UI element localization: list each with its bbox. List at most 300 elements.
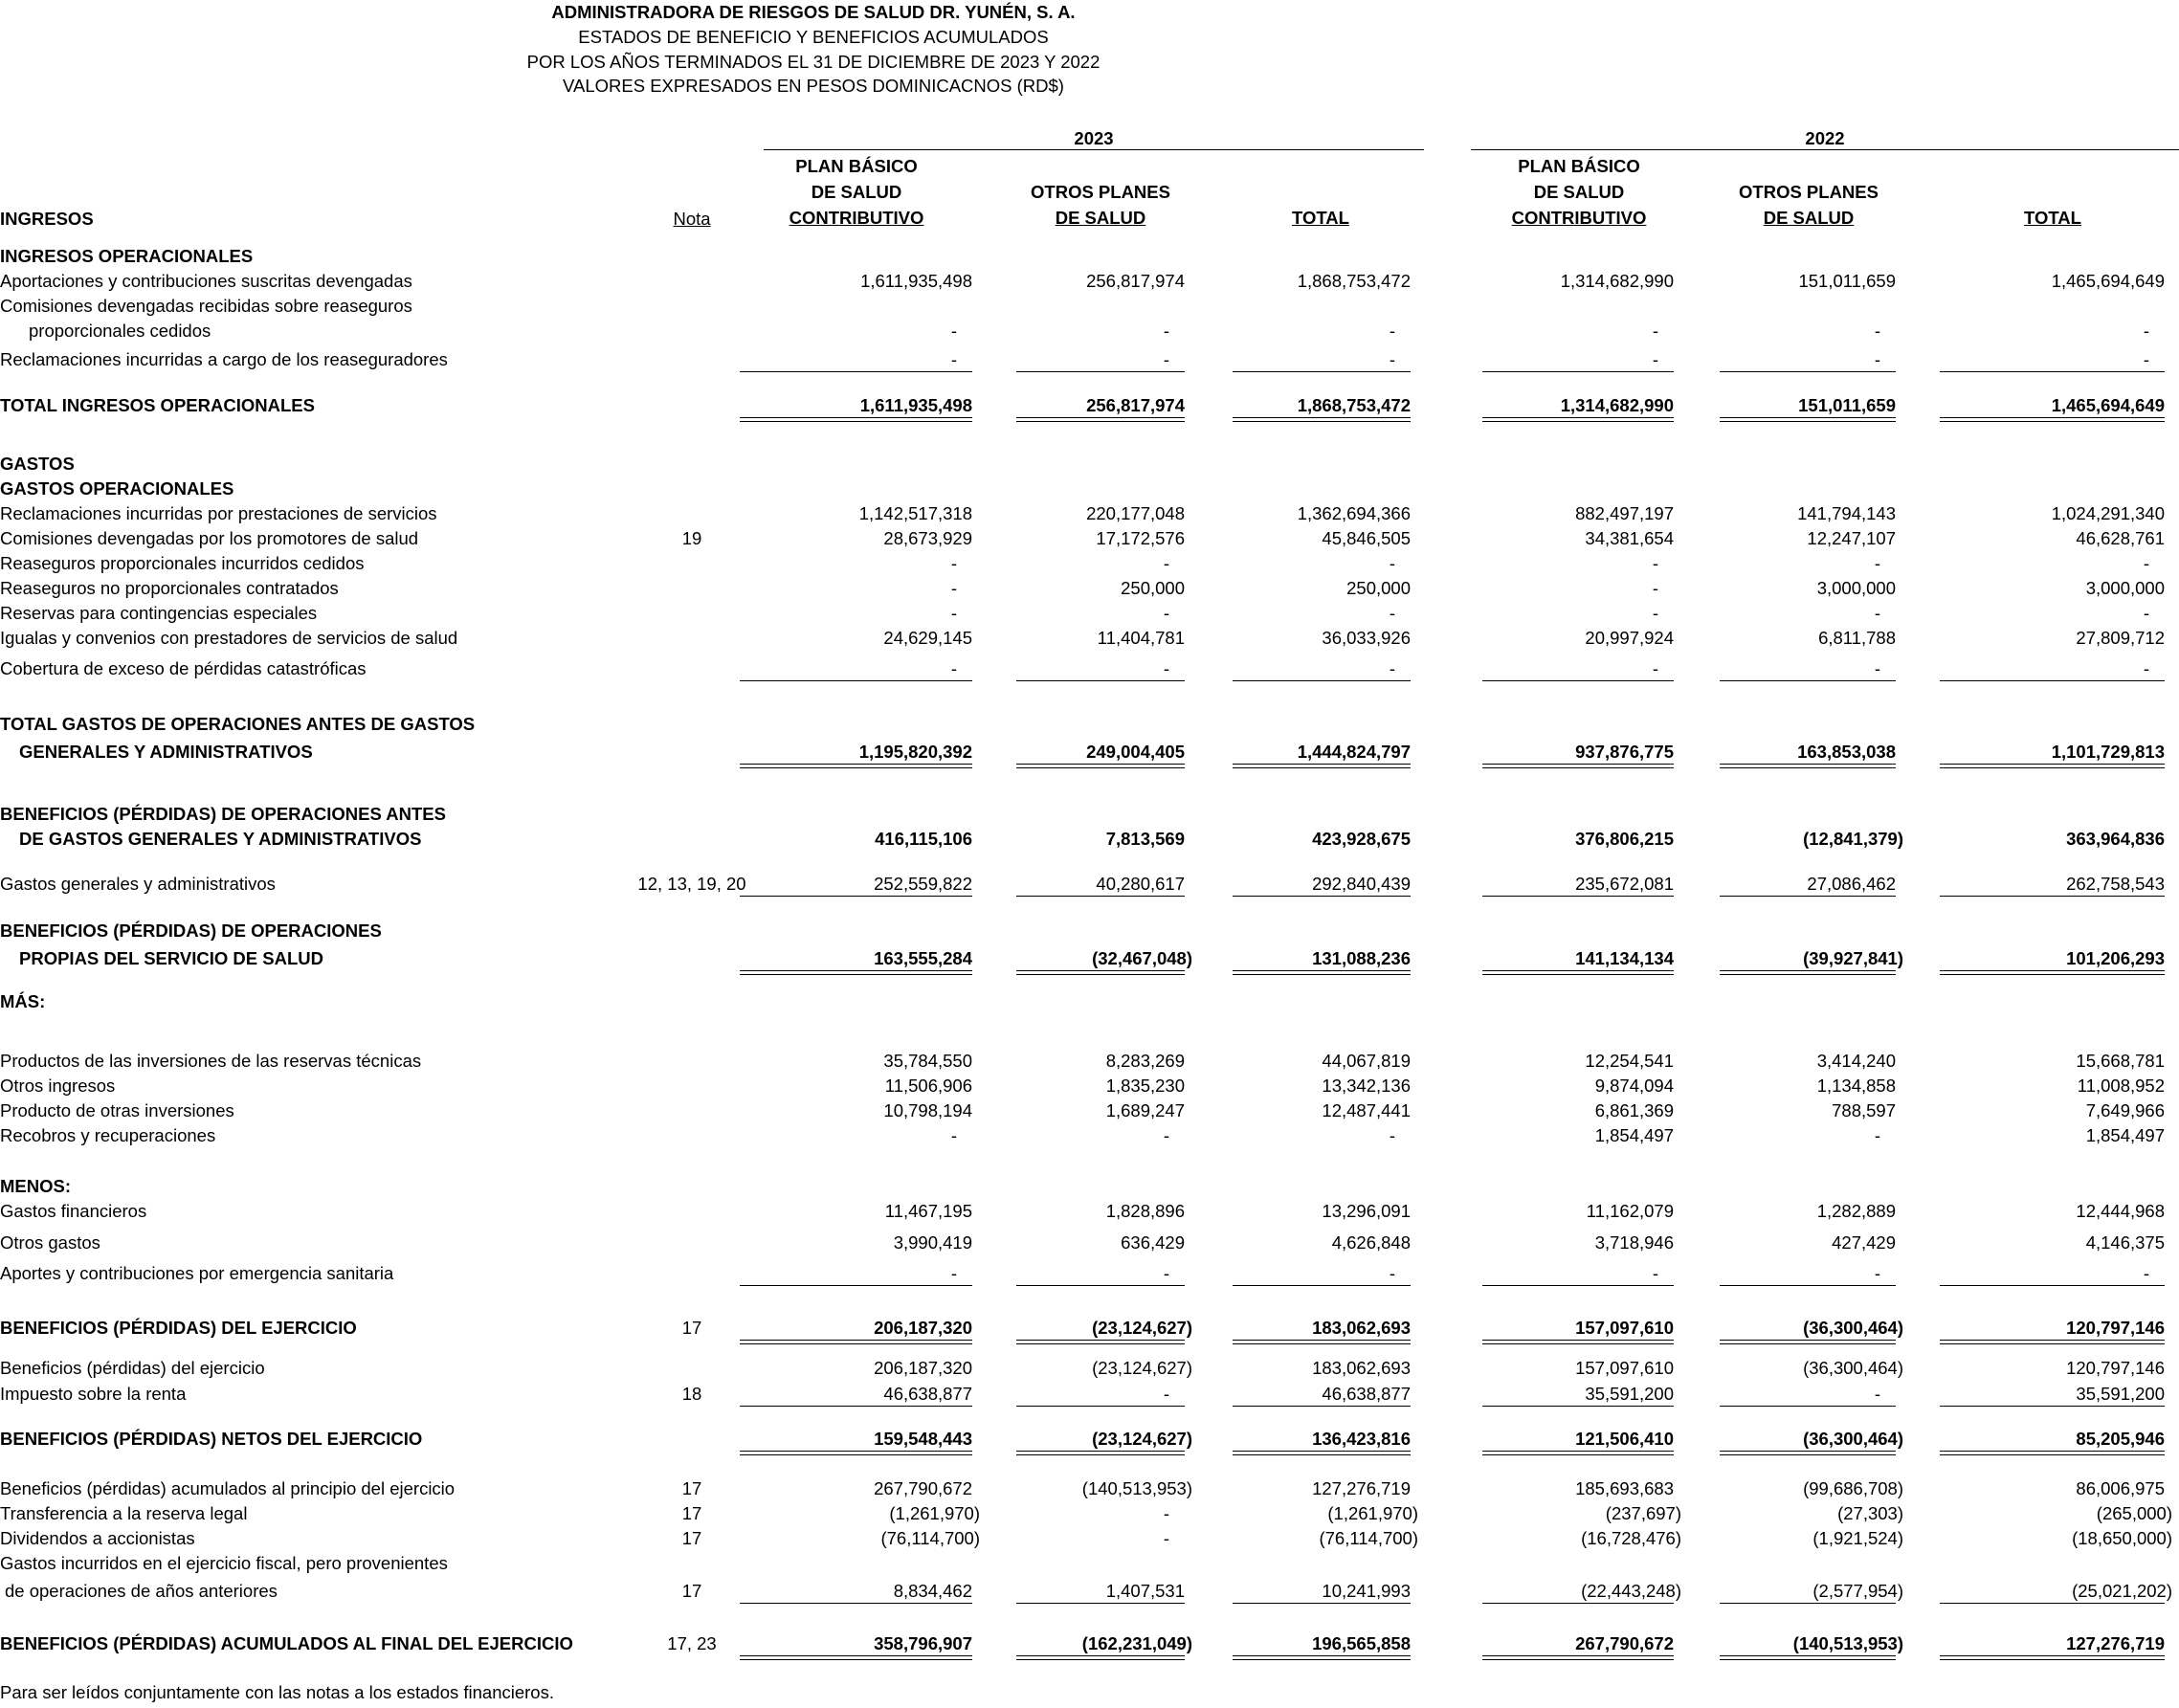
- row-value: (162,231,049): [1081, 1633, 1192, 1653]
- row-label: BENEFICIOS (PÉRDIDAS) NETOS DEL EJERCICIO: [0, 1429, 423, 1449]
- row-value: 12,487,441: [1322, 1100, 1411, 1120]
- row-value: -: [1163, 1384, 1169, 1404]
- row-value: 11,404,781: [1097, 628, 1185, 648]
- double-underline: [1940, 1655, 2165, 1660]
- row-value: 13,296,091: [1322, 1201, 1411, 1221]
- row-value: (23,124,627): [1092, 1429, 1192, 1449]
- double-underline: [1940, 417, 2165, 422]
- row-value: 220,177,048: [1086, 503, 1185, 523]
- row-value: 46,638,877: [1322, 1384, 1411, 1404]
- row-label: Reaseguros no proporcionales contratados: [0, 578, 339, 598]
- row-value: 20,997,924: [1585, 628, 1674, 648]
- single-underline: [740, 896, 972, 897]
- single-underline: [1940, 896, 2165, 897]
- row-value: -: [950, 603, 957, 623]
- row-value: 1,134,858: [1816, 1076, 1896, 1096]
- ingresos-heading: INGRESOS: [0, 209, 94, 229]
- row-value: 249,004,405: [1086, 742, 1185, 762]
- row-nota: 17: [681, 1503, 702, 1523]
- statement-period: POR LOS AÑOS TERMINADOS EL 31 DE DICIEMBRE DE 2023 Y 2022: [526, 52, 1101, 72]
- row-value: 7,649,966: [2085, 1100, 2165, 1120]
- row-value: 262,758,543: [2066, 874, 2165, 894]
- row-value: (36,300,464): [1803, 1318, 1903, 1338]
- row-value: -: [1389, 658, 1395, 678]
- row-value: 358,796,907: [874, 1633, 972, 1653]
- row-value: 183,062,693: [1312, 1358, 1411, 1378]
- row-value: 1,868,753,472: [1297, 395, 1411, 415]
- double-underline: [1233, 1655, 1411, 1660]
- double-underline: [1233, 1451, 1411, 1455]
- otros-planes-2022-heading: OTROS PLANES DE SALUD: [1739, 182, 1879, 228]
- row-value: 8,283,269: [1105, 1051, 1185, 1071]
- row-value: -: [1389, 1125, 1395, 1145]
- row-value: (1,921,524): [1812, 1528, 1903, 1548]
- total-2022-heading: TOTAL: [2024, 208, 2081, 228]
- row-label: Gastos financieros: [0, 1201, 147, 1221]
- row-value: -: [1389, 553, 1395, 573]
- row-value: 1,142,517,318: [858, 503, 972, 523]
- row-label: Aportes y contribuciones por emergencia sanitaria: [0, 1263, 394, 1283]
- row-value: 1,444,824,797: [1297, 742, 1411, 762]
- row-value: 788,597: [1832, 1100, 1896, 1120]
- row-nota: 17: [681, 1581, 702, 1601]
- row-value: 267,790,672: [1575, 1633, 1674, 1653]
- row-value: 1,024,291,340: [2051, 503, 2165, 523]
- row-value: 1,101,729,813: [2051, 742, 2165, 762]
- double-underline: [1720, 1451, 1896, 1455]
- year-2023-header: 2023: [1074, 128, 1114, 148]
- row-value: -: [950, 349, 957, 369]
- row-label: Recobros y recuperaciones: [0, 1125, 216, 1145]
- row-value: 131,088,236: [1312, 948, 1411, 968]
- row-value: -: [1652, 578, 1658, 598]
- row-label: Reservas para contingencias especiales: [0, 603, 318, 623]
- double-underline: [1720, 417, 1896, 422]
- row-value: (2,577,954): [1812, 1581, 1903, 1601]
- row-label: TOTAL INGRESOS OPERACIONALES: [0, 395, 315, 415]
- row-nota: 18: [681, 1384, 702, 1404]
- row-value: -: [1874, 1263, 1880, 1283]
- row-value: (76,114,700): [880, 1528, 980, 1548]
- row-value: -: [1652, 1263, 1658, 1283]
- row-value: 882,497,197: [1575, 503, 1674, 523]
- plan-basico-2022-heading: PLAN BÁSICO DE SALUD CONTRIBUTIVO: [1511, 156, 1647, 228]
- row-value: 267,790,672: [874, 1478, 972, 1498]
- year-2023-rule: [764, 149, 1424, 150]
- row-nota: 12, 13, 19, 20: [637, 874, 746, 894]
- row-value: 8,834,462: [893, 1581, 972, 1601]
- row-value: (140,513,953): [1792, 1633, 1903, 1653]
- row-value: 235,672,081: [1575, 874, 1674, 894]
- row-value: 12,444,968: [2076, 1201, 2165, 1221]
- row-label: Productos de las inversiones de las reservas técnicas: [0, 1051, 422, 1071]
- row-value: 1,465,694,649: [2051, 271, 2165, 291]
- row-value: 183,062,693: [1312, 1318, 1411, 1338]
- row-value: -: [1874, 553, 1880, 573]
- row-value: 1,314,682,990: [1560, 271, 1674, 291]
- row-value: 1,362,694,366: [1297, 503, 1411, 523]
- row-value: -: [2143, 658, 2149, 678]
- row-value: -: [1652, 603, 1658, 623]
- row-value: -: [1874, 1125, 1880, 1145]
- row-label: Beneficios (pérdidas) del ejercicio: [0, 1358, 265, 1378]
- row-label: Gastos generales y administrativos: [0, 874, 276, 894]
- row-value: 3,000,000: [1816, 578, 1896, 598]
- row-value: 1,314,682,990: [1560, 395, 1674, 415]
- double-underline: [740, 1655, 972, 1660]
- row-label: Transferencia a la reserva legal: [0, 1503, 248, 1523]
- row-value: (36,300,464): [1803, 1429, 1903, 1449]
- double-underline: [1016, 970, 1185, 975]
- row-value: (36,300,464): [1803, 1358, 1903, 1378]
- row-value: 185,693,683: [1575, 1478, 1674, 1498]
- row-value: 1,195,820,392: [858, 742, 972, 762]
- row-value: 1,282,889: [1816, 1201, 1896, 1221]
- row-value: 159,548,443: [874, 1429, 972, 1449]
- double-underline: [1940, 970, 2165, 975]
- row-value: (1,261,970): [889, 1503, 980, 1523]
- double-underline: [1016, 1655, 1185, 1660]
- row-value: 292,840,439: [1312, 874, 1411, 894]
- row-value: (1,261,970): [1327, 1503, 1418, 1523]
- row-value: (25,021,202): [2072, 1581, 2172, 1601]
- row-value: 4,626,848: [1331, 1232, 1411, 1253]
- single-underline: [1233, 1285, 1411, 1286]
- row-nota: 17, 23: [667, 1633, 717, 1653]
- row-value: -: [1389, 603, 1395, 623]
- row-value: -: [2143, 349, 2149, 369]
- row-value: 101,206,293: [2066, 948, 2165, 968]
- row-value: -: [1389, 1263, 1395, 1283]
- single-underline: [1016, 896, 1185, 897]
- row-value: -: [950, 578, 957, 598]
- row-value: 206,187,320: [874, 1318, 972, 1338]
- single-underline: [1940, 1406, 2165, 1407]
- row-label: TOTAL GASTOS DE OPERACIONES ANTES DE GASTOS: [0, 714, 476, 734]
- single-underline: [740, 371, 972, 372]
- row-value: 46,638,877: [883, 1384, 972, 1404]
- single-underline: [1940, 371, 2165, 372]
- row-value: -: [1163, 603, 1169, 623]
- row-value: 11,008,952: [2077, 1076, 2165, 1096]
- single-underline: [1233, 1603, 1411, 1604]
- row-value: 427,429: [1832, 1232, 1896, 1253]
- single-underline: [1720, 680, 1896, 681]
- row-nota: 17: [681, 1478, 702, 1498]
- row-value: 127,276,719: [1312, 1478, 1411, 1498]
- double-underline: [1233, 1340, 1411, 1344]
- row-value: 17,172,576: [1096, 528, 1185, 548]
- row-value: 416,115,106: [875, 829, 972, 849]
- single-underline: [1940, 680, 2165, 681]
- row-value: -: [1163, 1503, 1169, 1523]
- row-value: -: [1163, 1125, 1169, 1145]
- row-value: -: [1163, 553, 1169, 573]
- row-value: (23,124,627): [1092, 1358, 1192, 1378]
- row-value: -: [1874, 1384, 1880, 1404]
- row-value: (23,124,627): [1092, 1318, 1192, 1338]
- row-value: 937,876,775: [1575, 742, 1674, 762]
- single-underline: [1016, 1285, 1185, 1286]
- row-value: -: [1874, 603, 1880, 623]
- double-underline: [740, 764, 972, 768]
- row-nota: 17: [681, 1528, 702, 1548]
- single-underline: [1482, 680, 1674, 681]
- double-underline: [1940, 1451, 2165, 1455]
- double-underline: [1482, 764, 1674, 768]
- row-value: 40,280,617: [1096, 874, 1185, 894]
- nota-heading: Nota: [673, 209, 711, 229]
- row-value: -: [950, 1263, 957, 1283]
- row-label: Otros gastos: [0, 1232, 100, 1253]
- double-underline: [1233, 970, 1411, 975]
- row-value: -: [1652, 553, 1658, 573]
- row-label: Reaseguros proporcionales incurridos cedidos: [0, 553, 365, 573]
- row-value: (22,443,248): [1581, 1581, 1681, 1601]
- row-value: -: [1163, 1528, 1169, 1548]
- row-label: de operaciones de años anteriores: [5, 1581, 278, 1601]
- single-underline: [1016, 1603, 1185, 1604]
- row-value: 256,817,974: [1086, 395, 1185, 415]
- row-label: Reclamaciones incurridas por prestaciones de servicios: [0, 503, 437, 523]
- row-label: Gastos incurridos en el ejercicio fiscal, pero provenientes: [0, 1553, 448, 1573]
- single-underline: [1233, 680, 1411, 681]
- row-value: -: [2143, 1263, 2149, 1283]
- row-value: (32,467,048): [1092, 948, 1192, 968]
- row-value: 36,033,926: [1322, 628, 1411, 648]
- row-value: 35,784,550: [883, 1051, 972, 1071]
- row-value: 24,629,145: [883, 628, 972, 648]
- year-2022-header: 2022: [1805, 128, 1845, 148]
- row-label: PROPIAS DEL SERVICIO DE SALUD: [19, 948, 323, 968]
- double-underline: [740, 1340, 972, 1344]
- double-underline: [1233, 764, 1411, 768]
- row-value: 206,187,320: [874, 1358, 972, 1378]
- double-underline: [740, 417, 972, 422]
- row-value: -: [950, 1125, 957, 1145]
- row-value: 46,628,761: [2076, 528, 2165, 548]
- row-value: 141,134,134: [1575, 948, 1674, 968]
- row-value: 1,611,935,498: [860, 271, 972, 291]
- double-underline: [1720, 970, 1896, 975]
- row-value: (16,728,476): [1581, 1528, 1681, 1548]
- row-value: -: [1389, 349, 1395, 369]
- single-underline: [740, 1603, 972, 1604]
- row-value: 1,611,935,498: [859, 395, 972, 415]
- row-label: BENEFICIOS (PÉRDIDAS) ACUMULADOS AL FINAL DEL EJERCICIO: [0, 1633, 573, 1653]
- row-value: 4,146,375: [2085, 1232, 2165, 1253]
- row-value: 423,928,675: [1312, 829, 1411, 849]
- double-underline: [1016, 764, 1185, 768]
- row-value: -: [1874, 658, 1880, 678]
- row-value: 3,990,419: [893, 1232, 972, 1253]
- row-value: 136,423,816: [1312, 1429, 1411, 1449]
- row-value: 163,555,284: [874, 948, 972, 968]
- row-value: 636,429: [1121, 1232, 1185, 1253]
- row-value: 120,797,146: [2066, 1358, 2165, 1378]
- row-value: 27,086,462: [1807, 874, 1896, 894]
- row-value: 1,407,531: [1105, 1581, 1185, 1601]
- row-value: 196,565,858: [1312, 1633, 1411, 1653]
- row-value: (12,841,379): [1803, 829, 1903, 849]
- single-underline: [1720, 371, 1896, 372]
- year-2022-rule: [1471, 149, 2179, 150]
- row-value: 127,276,719: [2066, 1633, 2165, 1653]
- row-value: 1,465,694,649: [2051, 395, 2165, 415]
- row-value: 11,467,195: [884, 1201, 972, 1221]
- double-underline: [1720, 1655, 1896, 1660]
- double-underline: [1482, 1655, 1674, 1660]
- single-underline: [1720, 1406, 1896, 1407]
- single-underline: [1482, 371, 1674, 372]
- row-value: -: [1874, 321, 1880, 341]
- row-value: 1,854,497: [2085, 1125, 2165, 1145]
- single-underline: [1940, 1285, 2165, 1286]
- row-label: Otros ingresos: [0, 1076, 116, 1096]
- double-underline: [1233, 417, 1411, 422]
- row-value: 86,006,975: [2076, 1478, 2165, 1498]
- double-underline: [1482, 1451, 1674, 1455]
- row-value: 7,813,569: [1105, 829, 1185, 849]
- single-underline: [740, 1406, 972, 1407]
- row-value: 3,414,240: [1816, 1051, 1896, 1071]
- row-label: INGRESOS OPERACIONALES: [0, 246, 254, 266]
- row-value: 1,854,497: [1594, 1125, 1674, 1145]
- row-label: MÁS:: [0, 991, 46, 1011]
- otros-planes-2023-heading: OTROS PLANES DE SALUD: [1031, 182, 1170, 228]
- double-underline: [1016, 417, 1185, 422]
- row-value: 12,254,541: [1585, 1051, 1674, 1071]
- row-label: proporcionales cedidos: [29, 321, 211, 341]
- row-value: 13,342,136: [1322, 1076, 1411, 1096]
- row-value: -: [2143, 321, 2149, 341]
- double-underline: [740, 1451, 972, 1455]
- double-underline: [1720, 764, 1896, 768]
- double-underline: [1720, 1340, 1896, 1344]
- single-underline: [1482, 1406, 1674, 1407]
- currency-note: VALORES EXPRESADOS EN PESOS DOMINICACNOS (RD$): [563, 76, 1064, 96]
- single-underline: [1233, 896, 1411, 897]
- row-value: 15,668,781: [2076, 1051, 2165, 1071]
- row-value: 1,868,753,472: [1297, 271, 1411, 291]
- single-underline: [1233, 1406, 1411, 1407]
- row-value: 35,591,200: [1585, 1384, 1674, 1404]
- single-underline: [1720, 1603, 1896, 1604]
- row-value: 363,964,836: [2066, 829, 2165, 849]
- row-value: 85,205,946: [2076, 1429, 2165, 1449]
- row-value: -: [1163, 658, 1169, 678]
- row-value: (27,303): [1837, 1503, 1903, 1523]
- total-2023-heading: TOTAL: [1292, 208, 1349, 228]
- row-label: BENEFICIOS (PÉRDIDAS) DE OPERACIONES ANTES: [0, 804, 446, 824]
- row-label: BENEFICIOS (PÉRDIDAS) DEL EJERCICIO: [0, 1318, 357, 1338]
- row-value: -: [1652, 321, 1658, 341]
- row-label: GASTOS: [0, 454, 75, 474]
- row-value: 3,718,946: [1594, 1232, 1674, 1253]
- row-value: -: [950, 658, 957, 678]
- statement-title: ESTADOS DE BENEFICIO Y BENEFICIOS ACUMULADOS: [578, 27, 1049, 47]
- row-value: 252,559,822: [874, 874, 972, 894]
- row-label: DE GASTOS GENERALES Y ADMINISTRATIVOS: [19, 829, 422, 849]
- row-value: 120,797,146: [2066, 1318, 2165, 1338]
- row-value: -: [1652, 658, 1658, 678]
- single-underline: [1016, 371, 1185, 372]
- row-label: GENERALES Y ADMINISTRATIVOS: [19, 742, 313, 762]
- row-value: (237,697): [1605, 1503, 1681, 1523]
- double-underline: [1482, 970, 1674, 975]
- row-value: 9,874,094: [1594, 1076, 1674, 1096]
- row-label: MENOS:: [0, 1176, 71, 1196]
- row-value: 6,811,788: [1818, 628, 1896, 648]
- row-value: -: [1652, 349, 1658, 369]
- row-value: 10,241,993: [1322, 1581, 1411, 1601]
- row-value: -: [2143, 603, 2149, 623]
- row-value: -: [1163, 321, 1169, 341]
- row-value: 256,817,974: [1086, 271, 1185, 291]
- row-value: 6,861,369: [1594, 1100, 1674, 1120]
- row-value: 376,806,215: [1575, 829, 1674, 849]
- single-underline: [740, 680, 972, 681]
- single-underline: [1233, 371, 1411, 372]
- row-value: 12,247,107: [1807, 528, 1896, 548]
- row-value: 10,798,194: [883, 1100, 972, 1120]
- single-underline: [1016, 680, 1185, 681]
- row-label: Beneficios (pérdidas) acumulados al principio del ejercicio: [0, 1478, 456, 1498]
- row-label: Comisiones devengadas por los promotores de salud: [0, 528, 419, 548]
- row-value: 151,011,659: [1798, 395, 1896, 415]
- single-underline: [740, 1285, 972, 1286]
- row-value: 3,000,000: [2085, 578, 2165, 598]
- row-nota: 17: [681, 1318, 702, 1338]
- row-value: -: [1163, 349, 1169, 369]
- double-underline: [1482, 417, 1674, 422]
- row-label: Producto de otras inversiones: [0, 1100, 234, 1120]
- row-value: 27,809,712: [2076, 628, 2165, 648]
- row-value: 163,853,038: [1797, 742, 1896, 762]
- double-underline: [740, 970, 972, 975]
- row-value: -: [1163, 1263, 1169, 1283]
- row-label: BENEFICIOS (PÉRDIDAS) DE OPERACIONES: [0, 921, 382, 941]
- row-value: (18,650,000): [2072, 1528, 2172, 1548]
- row-nota: 19: [681, 528, 702, 548]
- footer-note: Para ser leídos conjuntamente con las notas a los estados financieros.: [0, 1682, 554, 1702]
- row-value: (39,927,841): [1803, 948, 1903, 968]
- double-underline: [1482, 1340, 1674, 1344]
- single-underline: [1482, 1603, 1674, 1604]
- row-label: Impuesto sobre la renta: [0, 1384, 187, 1404]
- row-value: (76,114,700): [1319, 1528, 1418, 1548]
- row-value: 28,673,929: [883, 528, 972, 548]
- row-value: 250,000: [1346, 578, 1411, 598]
- double-underline: [1940, 1340, 2165, 1344]
- row-label: Comisiones devengadas recibidas sobre reaseguros: [0, 296, 412, 316]
- row-value: -: [1389, 321, 1395, 341]
- row-value: -: [1874, 349, 1880, 369]
- row-label: GASTOS OPERACIONALES: [0, 478, 234, 499]
- company-name: ADMINISTRADORA DE RIESGOS DE SALUD DR. YUNÉN, S. A.: [551, 2, 1076, 22]
- row-value: 34,381,654: [1585, 528, 1674, 548]
- single-underline: [1482, 1285, 1674, 1286]
- row-label: Reclamaciones incurridas a cargo de los reaseguradores: [0, 349, 448, 369]
- row-value: -: [950, 553, 957, 573]
- row-value: 1,835,230: [1105, 1076, 1185, 1096]
- row-value: 11,162,079: [1586, 1201, 1674, 1221]
- single-underline: [1940, 1603, 2165, 1604]
- row-value: 157,097,610: [1575, 1358, 1674, 1378]
- row-value: 44,067,819: [1322, 1051, 1411, 1071]
- row-value: 250,000: [1121, 578, 1185, 598]
- plan-basico-2023-heading: PLAN BÁSICO DE SALUD CONTRIBUTIVO: [789, 156, 924, 228]
